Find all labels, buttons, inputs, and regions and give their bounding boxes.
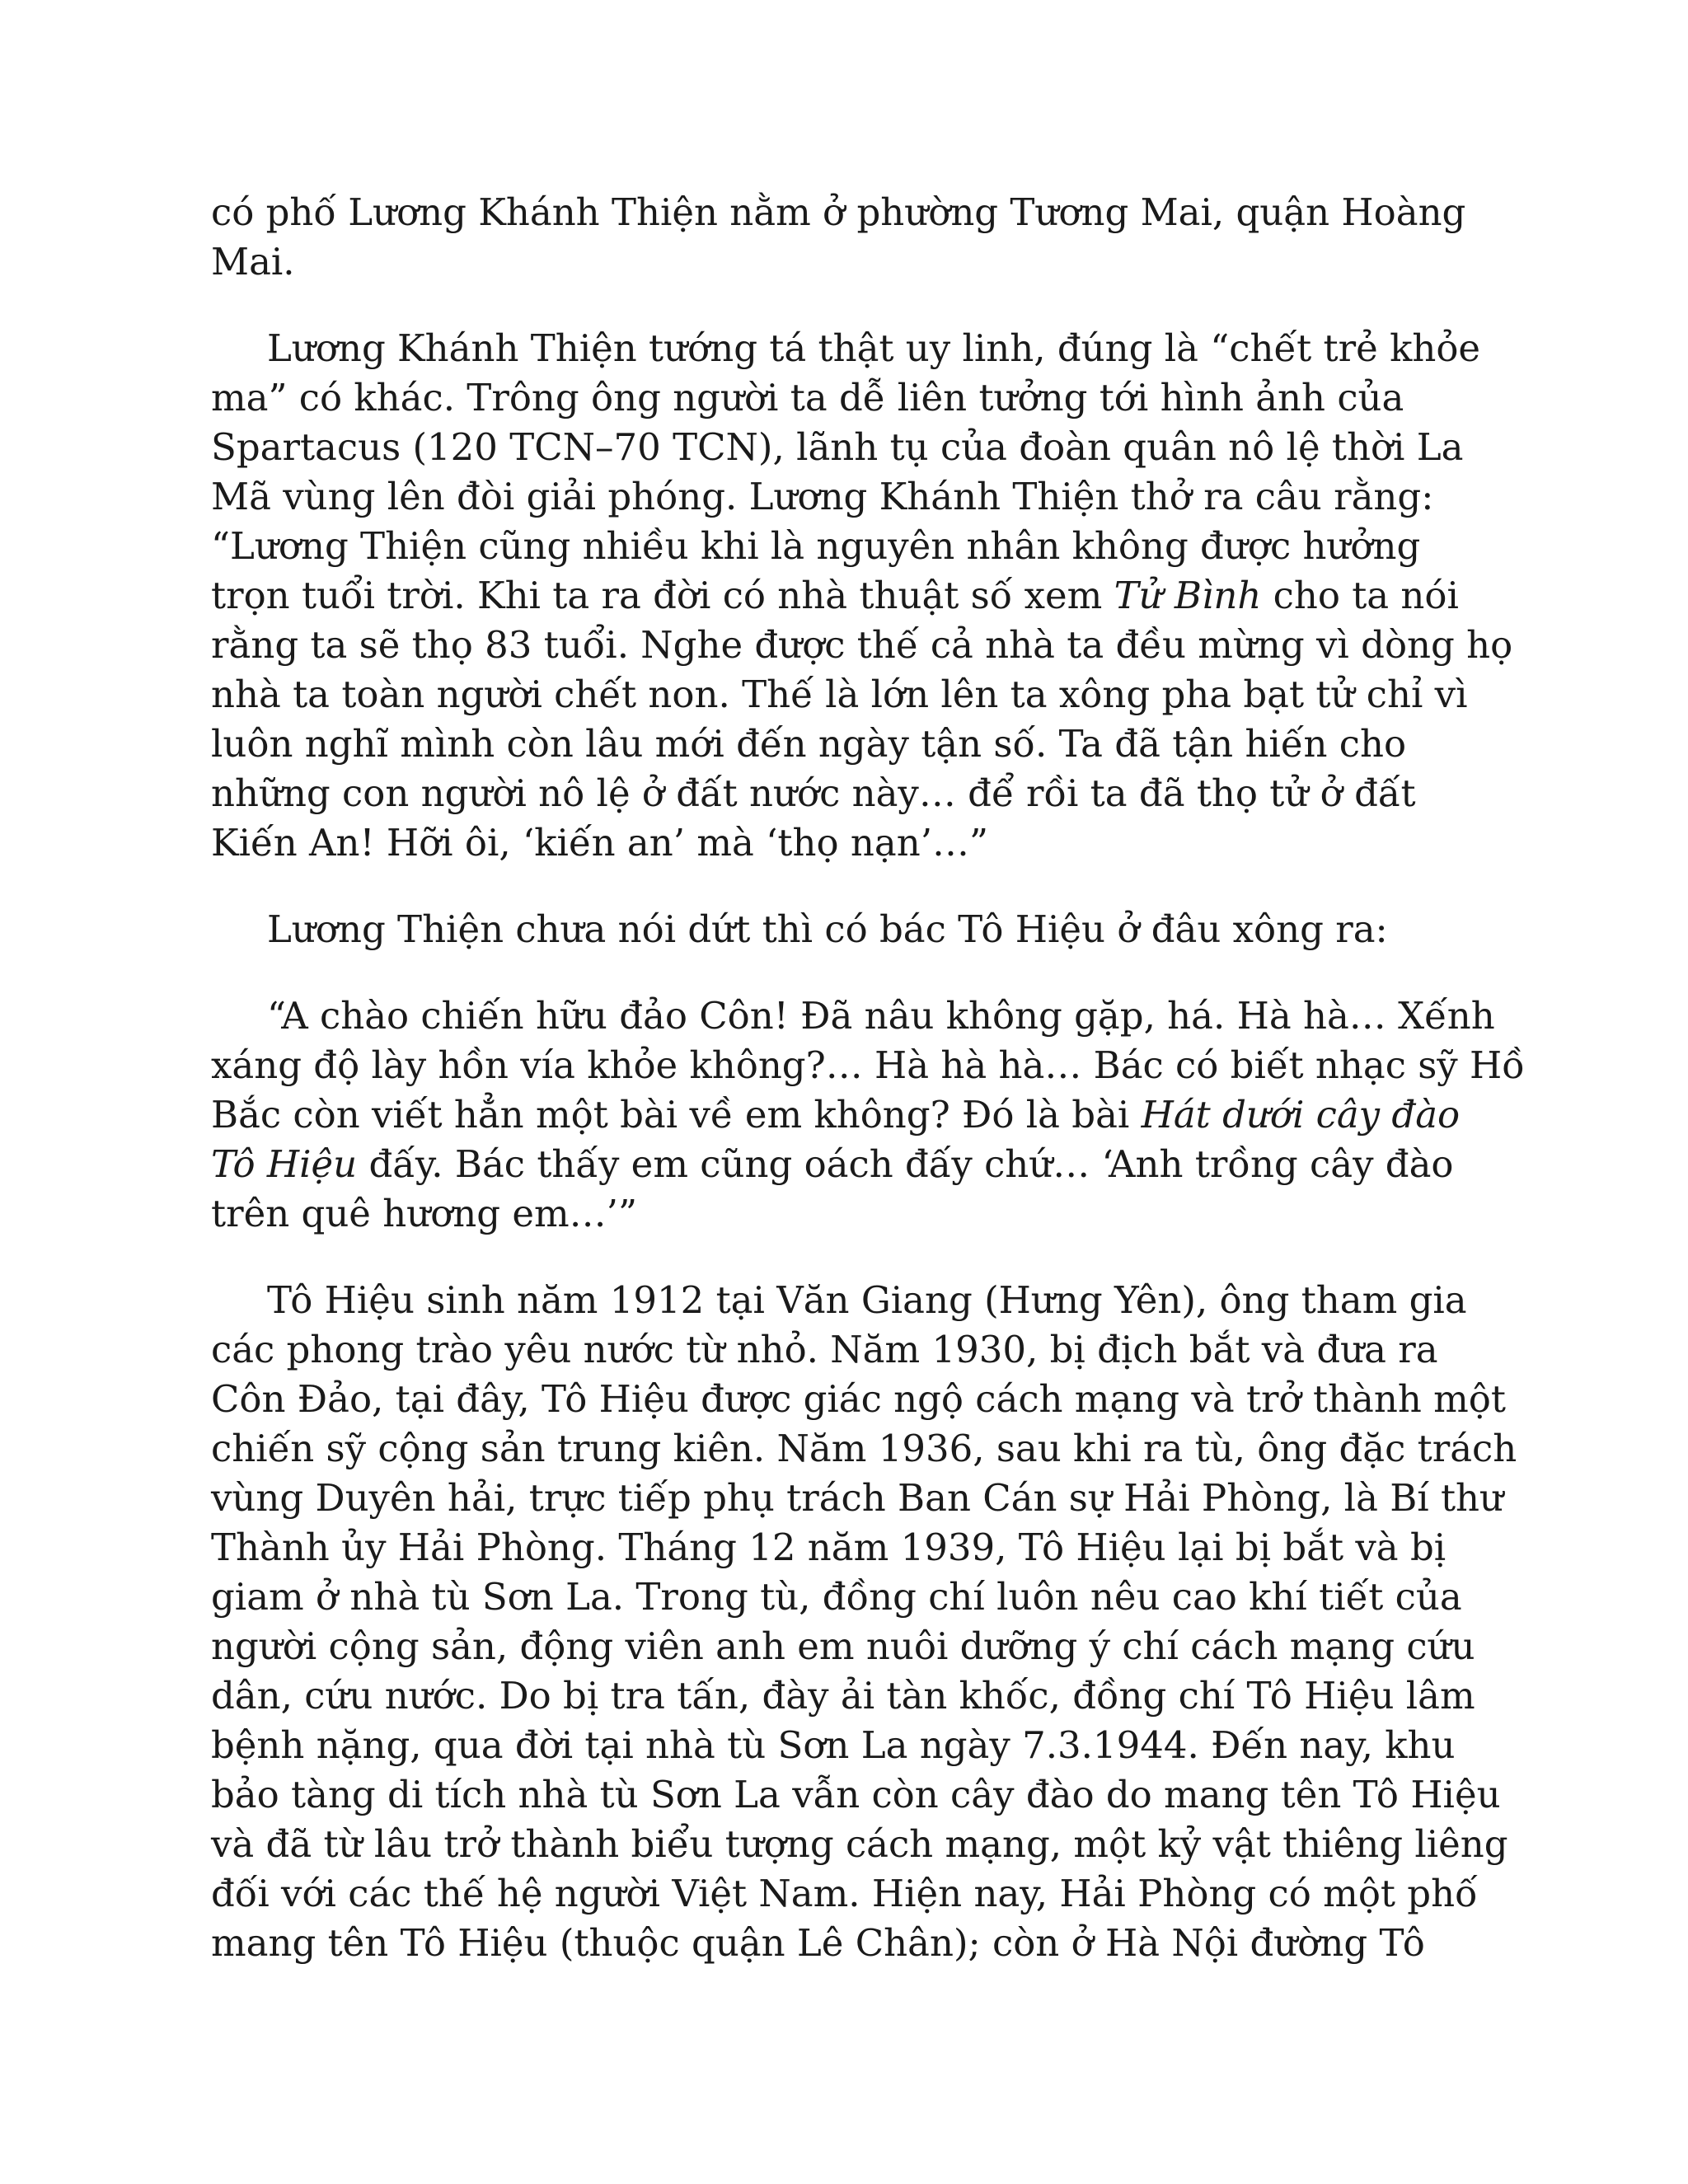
italic-title: Tô Hiệu (211, 1142, 358, 1186)
paragraph-5 (211, 1276, 1517, 1968)
text-run: bảo tàng di tích nhà tù Sơn La vẫn còn cây đào do mang tên Tô Hiệu (211, 1773, 1501, 1816)
text-line (211, 1325, 1497, 1375)
text-run: các phong trào yêu nước từ nhỏ. Năm 1930, bị địch bắt và đưa ra (211, 1328, 1438, 1371)
paragraph-2 (211, 324, 1513, 868)
text-run: cho ta nói (1261, 574, 1459, 617)
text-line (211, 1919, 1497, 1968)
text-run: giam ở nhà tù Sơn La. Trong tù, đồng chí luôn nêu cao khí tiết của (211, 1575, 1462, 1619)
text-run: những con người nô lệ ở đất nước này… để rồi ta đã thọ tử ở đất (211, 771, 1416, 815)
text-line (211, 1474, 1504, 1523)
text-line (211, 373, 1497, 423)
text-run: Thành ủy Hải Phòng. Tháng 12 năm 1939, Tô Hiệu lại bị bắt và bị (211, 1526, 1447, 1569)
text-run: đối với các thế hệ người Việt Nam. Hiện nay, Hải Phòng có một phố (211, 1872, 1478, 1915)
text-line (211, 1523, 1497, 1572)
paragraph-3 (211, 905, 1497, 954)
text-line (211, 1770, 1501, 1820)
text-run: đấy. Bác thấy em cũng oách đấy chứ… ‘Anh trồng cây đào (357, 1142, 1454, 1186)
text-run: Lương Thiện chưa nói dứt thì có bác Tô Hiệu ở đâu xông ra: (267, 907, 1388, 951)
text-run: vùng Duyên hải, trực tiếp phụ trách Ban Cán sự Hải Phòng, là Bí thư (211, 1476, 1504, 1520)
text-line (211, 1424, 1517, 1474)
text-run: rằng ta sẽ thọ 83 tuổi. Nghe được thế cả nhà ta đều mừng vì dòng họ (211, 623, 1513, 667)
text-run: người cộng sản, động viên anh em nuôi dưỡng ý chí cách mạng cứu (211, 1624, 1475, 1668)
paragraph-4 (211, 991, 1525, 1239)
text-line (211, 769, 1497, 818)
text-line (211, 472, 1497, 522)
text-run: xáng độ lày hồn vía khỏe không?… Hà hà hà… Bác có biết nhạc sỹ Hồ (211, 1043, 1525, 1087)
text-run: Spartacus (120 TCN–70 TCN), lãnh tụ của đoàn quân nô lệ thời La (211, 425, 1464, 469)
text-line (211, 1090, 1497, 1140)
text-run: Mã vùng lên đòi giải phóng. Lương Khánh Thiện thở ra câu rằng: (211, 475, 1434, 518)
text-line (211, 1572, 1497, 1622)
text-line (211, 670, 1497, 719)
text-line (211, 621, 1513, 670)
text-line (211, 188, 1497, 237)
text-line (211, 1276, 1497, 1325)
document-page (211, 188, 1525, 2005)
text-run: mang tên Tô Hiệu (thuộc quận Lê Chân); còn ở Hà Nội đường Tô (211, 1921, 1425, 1965)
text-run: nhà ta toàn người chết non. Thế là lớn lên ta xông pha bạt tử chỉ vì (211, 673, 1468, 716)
text-line (211, 522, 1497, 571)
text-line (211, 237, 1497, 287)
text-run: luôn nghĩ mình còn lâu mới đến ngày tận số. Ta đã tận hiến cho (211, 722, 1407, 766)
text-run: “Lương Thiện cũng nhiều khi là nguyên nhân không được hưởng (211, 524, 1421, 568)
text-run: chiến sỹ cộng sản trung kiên. Năm 1936, sau khi ra tù, ông đặc trách (211, 1427, 1517, 1470)
text-run: dân, cứu nước. Do bị tra tấn, đày ải tàn khốc, đồng chí Tô Hiệu lâm (211, 1674, 1475, 1718)
text-line (211, 1622, 1497, 1671)
text-line (211, 991, 1497, 1041)
text-line (211, 1820, 1508, 1869)
text-line (211, 905, 1497, 954)
text-run: Côn Đảo, tại đây, Tô Hiệu được giác ngộ cách mạng và trở thành một (211, 1377, 1506, 1421)
text-line (211, 423, 1497, 472)
text-line (211, 1041, 1525, 1090)
text-run: Bắc còn viết hẳn một bài về em không? Đó là bài (211, 1093, 1142, 1137)
text-run: Lương Khánh Thiện tướng tá thật uy linh, đúng là “chết trẻ khỏe (267, 326, 1481, 370)
text-line (211, 818, 1497, 868)
text-run: bệnh nặng, qua đời tại nhà tù Sơn La ngày 7.3.1944. Đến nay, khu (211, 1723, 1456, 1767)
text-line (211, 1375, 1506, 1424)
text-run: ma” có khác. Trông ông người ta dễ liên tưởng tới hình ảnh của (211, 376, 1404, 419)
text-line (211, 1140, 1497, 1189)
italic-title: Tử Bình (1114, 574, 1262, 617)
text-run: và đã từ lâu trở thành biểu tượng cách mạng, một kỷ vật thiêng liêng (211, 1822, 1508, 1866)
text-run: trọn tuổi trời. Khi ta ra đời có nhà thuật số xem (211, 574, 1114, 617)
text-run: Kiến An! Hỡi ôi, ‘kiến an’ mà ‘thọ nạn’…” (211, 821, 989, 865)
text-line (211, 1869, 1497, 1919)
text-run: Tô Hiệu sinh năm 1912 tại Văn Giang (Hưng Yên), ông tham gia (267, 1278, 1467, 1322)
text-run: có phố Lương Khánh Thiện nằm ở phường Tương Mai, quận Hoàng (211, 190, 1466, 234)
italic-title: Hát dưới cây đào (1141, 1093, 1461, 1137)
text-run: Mai. (211, 240, 295, 284)
text-line (211, 1189, 1497, 1239)
text-line (211, 719, 1497, 769)
text-run: “A chào chiến hữu đảo Côn! Đã nâu không gặp, há. Hà hà… Xếnh (267, 994, 1495, 1038)
text-line (211, 1671, 1497, 1721)
text-line (211, 1721, 1497, 1770)
paragraph-1 (211, 188, 1497, 287)
text-line (211, 324, 1497, 373)
text-line (211, 571, 1497, 621)
text-run: trên quê hương em…’” (211, 1192, 637, 1235)
